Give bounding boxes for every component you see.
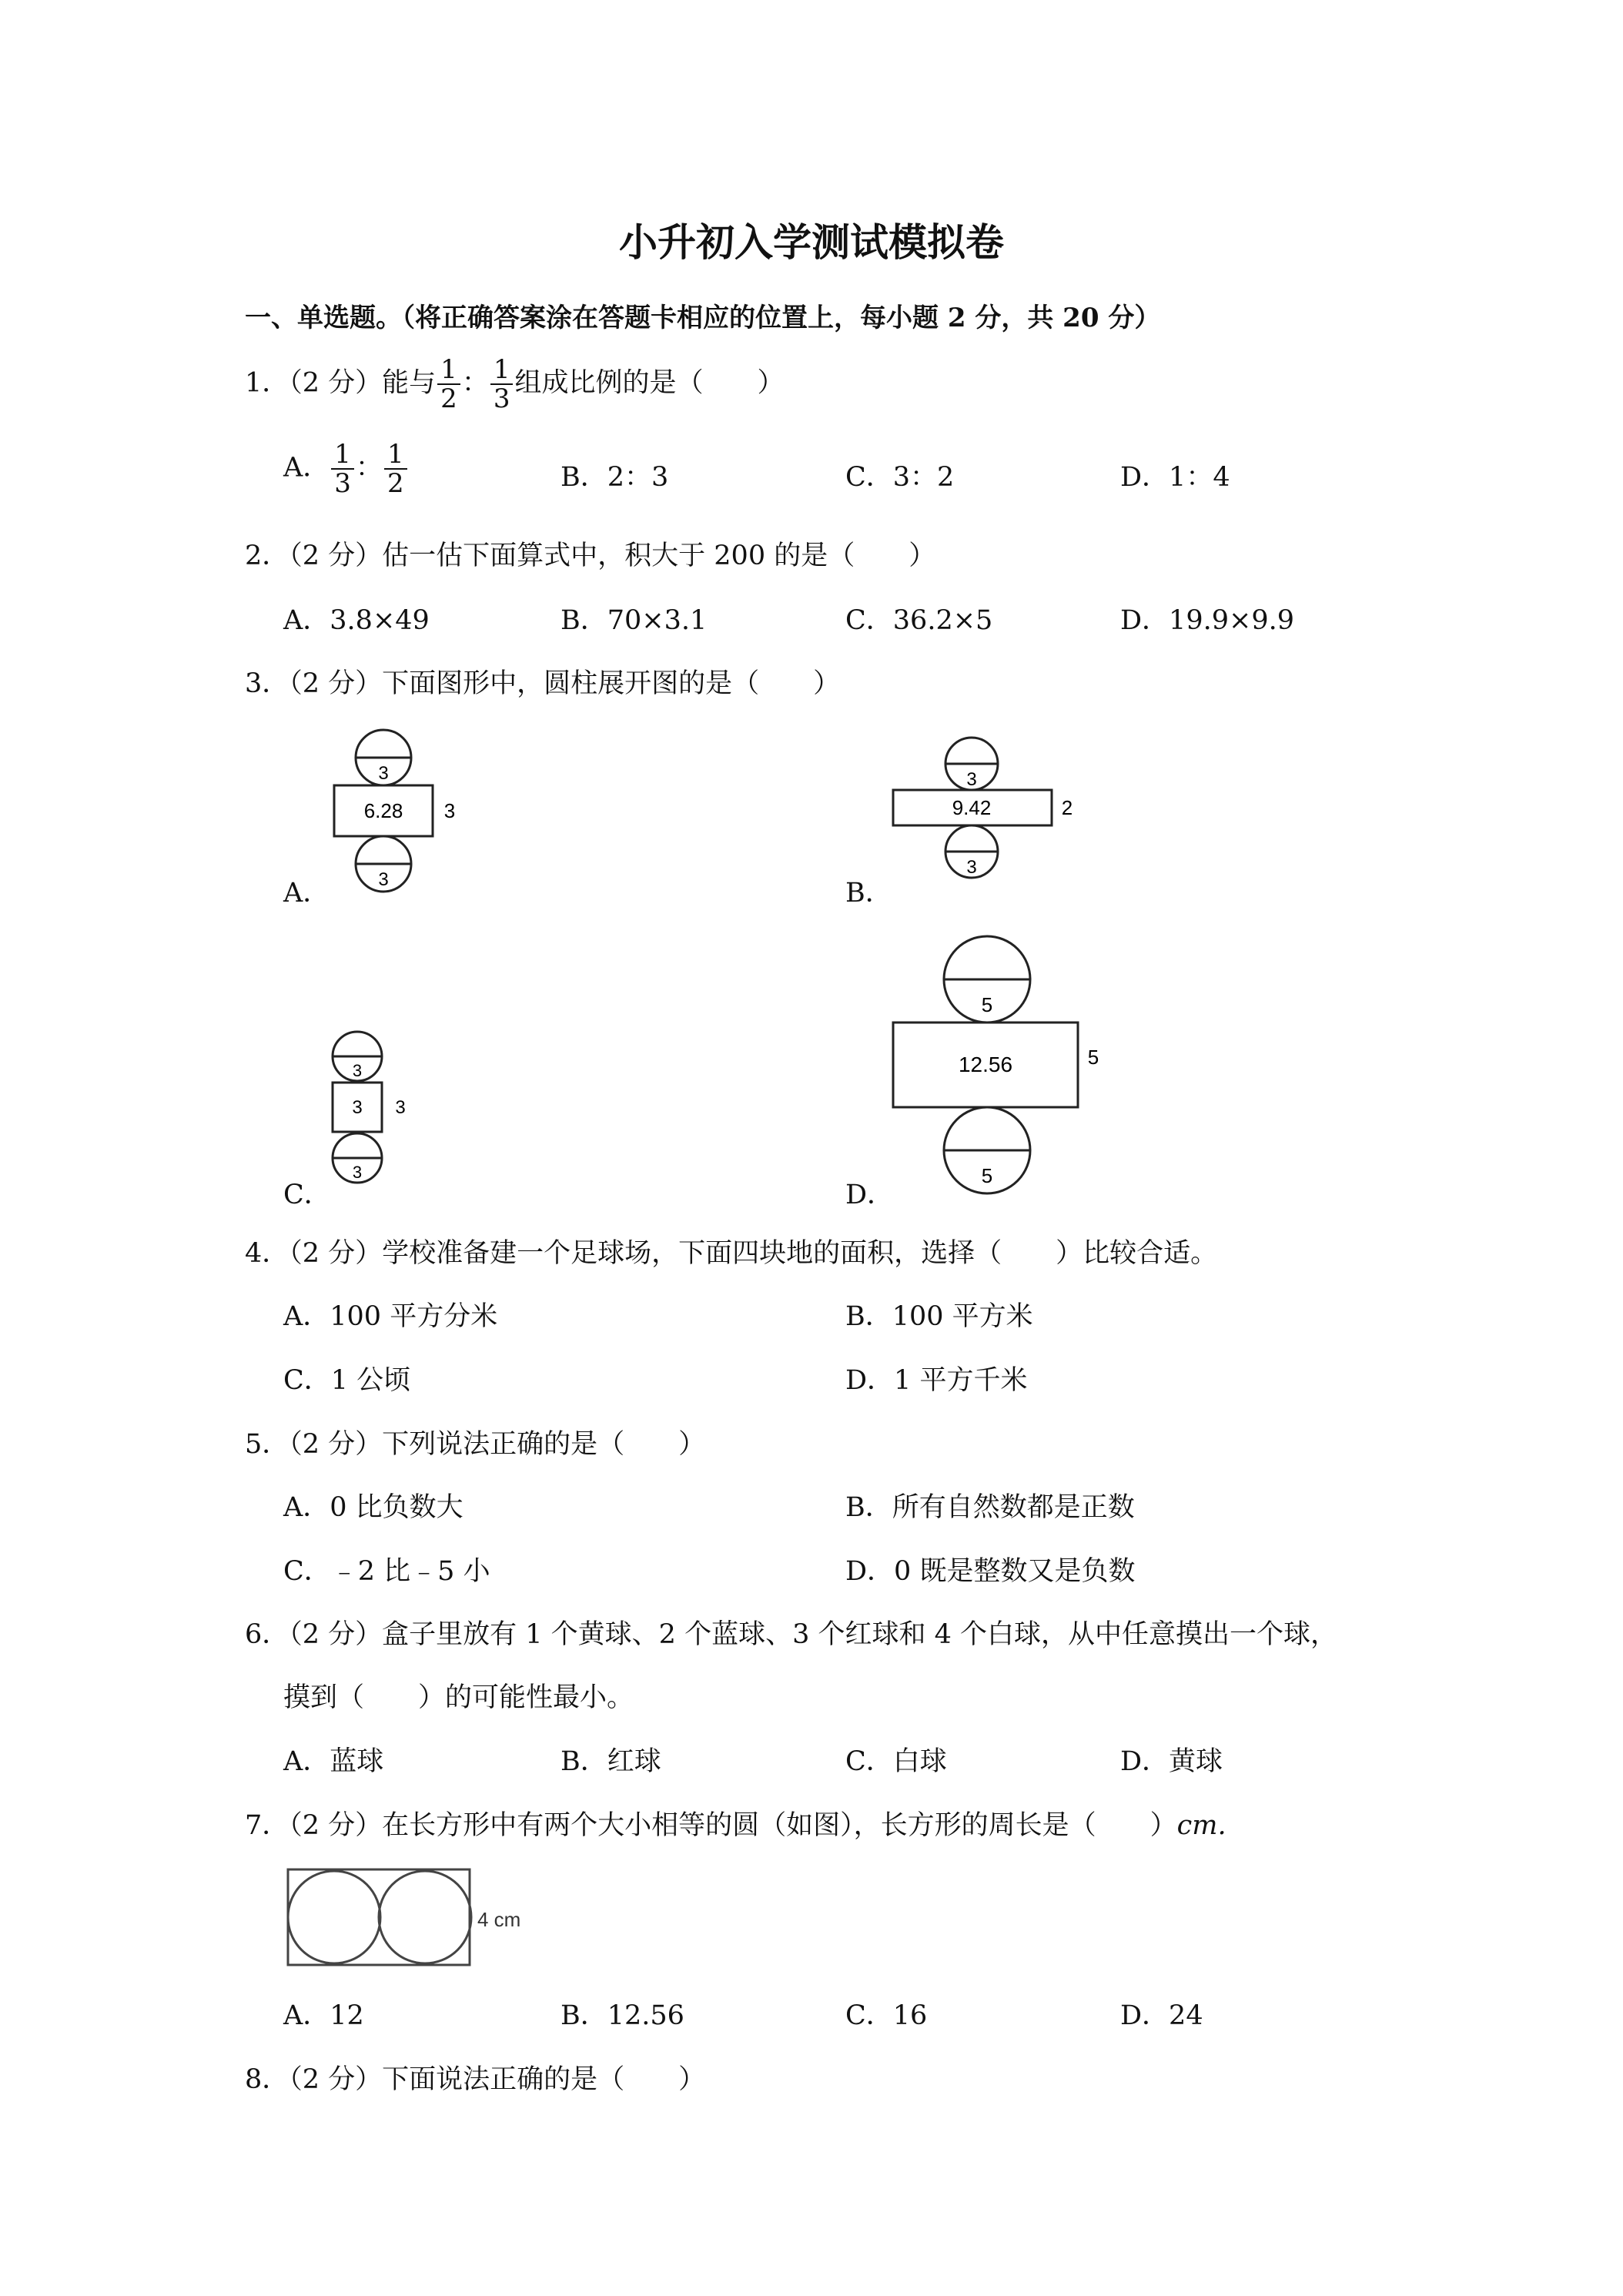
- side-label: 5: [1087, 1046, 1099, 1069]
- rect-label: 3: [352, 1097, 363, 1118]
- q1-a-fraction-2: $\frac{1}{2}$: [384, 440, 407, 497]
- q5-option-b[interactable]: B．所有自然数都是正数: [845, 1492, 1135, 1523]
- question-6-line-1: 6．（2 分）盒子里放有 1 个黄球、2 个蓝球、3 个红球和 4 个白球，从中任意摸出一个球，: [245, 1619, 1337, 1650]
- q4-option-a[interactable]: A．100 平方分米: [283, 1301, 498, 1332]
- rect-label: 12.56: [958, 1053, 1013, 1076]
- top-circle-label: 3: [352, 1061, 363, 1080]
- q5-option-a[interactable]: A．0 比负数大: [283, 1492, 463, 1523]
- q1-colon: ：: [461, 367, 489, 399]
- question-8: 8．（2 分）下面说法正确的是（ ）: [245, 2064, 706, 2095]
- q1-suffix: 组成比例的是（ ）: [514, 367, 785, 399]
- q7-figure: [285, 1863, 577, 1979]
- bottom-circle-label: 3: [378, 869, 389, 890]
- q7-option-b[interactable]: B．12.56: [561, 2000, 684, 2031]
- right-circle: [379, 1871, 471, 1963]
- q3-option-d[interactable]: D．: [845, 1180, 895, 1210]
- side-label: 3: [443, 799, 456, 822]
- question-7: 7．（2 分）在长方形中有两个大小相等的圆（如图），长方形的周长是（ ）cm.: [245, 1810, 1226, 1841]
- q6-option-b[interactable]: B．红球: [561, 1746, 661, 1777]
- q7-option-c[interactable]: C．16: [845, 2000, 928, 2031]
- q2-option-d[interactable]: D．19.9×9.9: [1120, 605, 1294, 636]
- question-1: [245, 356, 784, 413]
- bottom-circle-label: 5: [981, 1164, 993, 1187]
- q1-option-a[interactable]: A． $\frac{1}{3}$ ： $\frac{1}{2}$: [283, 440, 409, 497]
- q1-fraction-2: $\frac{1}{3}$: [490, 356, 514, 413]
- q6-option-c[interactable]: C．白球: [845, 1746, 947, 1777]
- q1-fraction-1: $\frac{1}{2}$: [437, 356, 460, 413]
- q3-figure-c: [316, 1024, 439, 1201]
- section-heading: 一、单选题。（将正确答案涂在答题卡相应的位置上，每小题 2 分，共 20 分）: [245, 303, 1161, 333]
- question-2: 2．（2 分）估一估下面算式中，积大于 200 的是（ ）: [245, 541, 936, 571]
- top-circle-label: 3: [378, 763, 389, 784]
- q1-a-fraction-1: $\frac{1}{3}$: [331, 440, 354, 497]
- q2-option-c[interactable]: C．36.2×5: [845, 605, 993, 636]
- rect-label: 6.28: [363, 799, 403, 822]
- q5-option-c[interactable]: C．﹣2 比﹣5 小: [283, 1556, 490, 1587]
- q4-option-b[interactable]: B．100 平方米: [845, 1301, 1033, 1332]
- q3-option-b[interactable]: B．: [845, 878, 892, 909]
- q5-option-d[interactable]: D．0 既是整数又是负数: [845, 1556, 1136, 1587]
- left-circle: [288, 1871, 380, 1963]
- q7-option-a[interactable]: A．12: [283, 2000, 364, 2031]
- question-3: 3．（2 分）下面图形中，圆柱展开图的是（ ）: [245, 668, 841, 699]
- q1-prefix: 1．（2 分）能与: [245, 367, 437, 399]
- q4-option-d[interactable]: D．1 平方千米: [845, 1365, 1028, 1396]
- side-label: 2: [1061, 796, 1073, 819]
- question-6-line-2: 摸到（ ）的可能性最小。: [283, 1682, 634, 1713]
- top-circle-label: 3: [966, 769, 977, 790]
- q3-figure-b: [885, 724, 1101, 893]
- q7-option-d[interactable]: D．24: [1120, 2000, 1203, 2031]
- q7-unit: cm.: [1176, 1810, 1226, 1841]
- q6-option-a[interactable]: A．蓝球: [283, 1746, 384, 1777]
- side-label: 3: [395, 1097, 406, 1118]
- q3-figure-a: [323, 724, 477, 893]
- top-circle-label: 5: [981, 993, 993, 1016]
- bottom-circle-label: 3: [966, 857, 977, 878]
- question-5: 5．（2 分）下列说法正确的是（ ）: [245, 1429, 706, 1460]
- q2-option-b[interactable]: B．70×3.1: [561, 605, 708, 636]
- page-title: 小升初入学测试模拟卷: [619, 219, 1004, 265]
- bottom-circle-label: 3: [352, 1163, 363, 1182]
- q2-option-a[interactable]: A．3.8×49: [283, 605, 430, 636]
- height-label: 4 cm: [477, 1908, 521, 1931]
- q4-option-c[interactable]: C．1 公顷: [283, 1365, 411, 1396]
- q1-option-b[interactable]: B．2：3: [561, 462, 669, 493]
- q1-option-c[interactable]: C．3：2: [845, 462, 955, 493]
- q3-figure-d: [885, 932, 1116, 1217]
- question-4: 4．（2 分）学校准备建一个足球场，下面四块地的面积，选择（ ）比较合适。: [245, 1238, 1218, 1269]
- q3-option-a[interactable]: A．: [283, 878, 330, 909]
- q1-option-d[interactable]: D．1：4: [1120, 462, 1230, 493]
- q3-option-c[interactable]: C．: [283, 1180, 331, 1210]
- rect-label: 9.42: [952, 796, 992, 819]
- q6-option-d[interactable]: D．黄球: [1120, 1746, 1223, 1777]
